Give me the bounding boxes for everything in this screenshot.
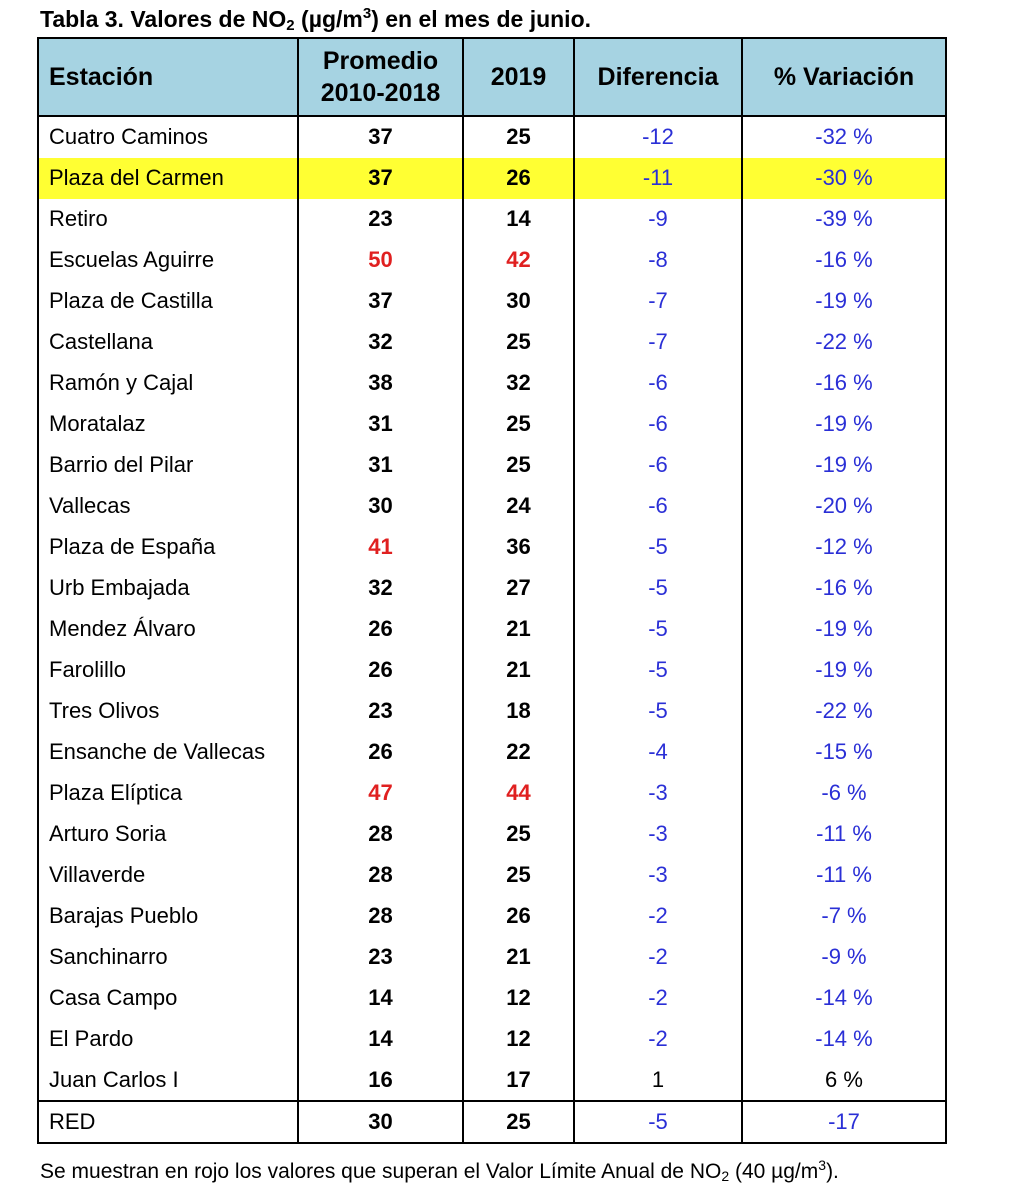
table-title: Tabla 3. Valores de $NO_2$ $(\mu g/m^3)$ en el mes de junio.: [40, 5, 592, 34]
value-2019: 25: [463, 322, 574, 363]
station-name: Plaza de Castilla: [38, 281, 298, 322]
table-row: [38, 813, 946, 854]
header-average: Promedio 2010-2018: [298, 38, 463, 116]
table-row: [38, 527, 946, 568]
station-name: Castellana: [38, 322, 298, 363]
average-value: 23: [298, 936, 463, 977]
value-2019: 42: [463, 240, 574, 281]
variation-value: -6 %: [742, 773, 946, 814]
station-name: Escuelas Aguirre: [38, 240, 298, 281]
difference-value: -5: [574, 1101, 742, 1143]
station-name: El Pardo: [38, 1018, 298, 1059]
table-row: [38, 773, 946, 814]
station-name: Ensanche de Vallecas: [38, 732, 298, 773]
value-2019: 12: [463, 977, 574, 1018]
variation-value: -19 %: [742, 404, 946, 445]
difference-value: -5: [574, 650, 742, 691]
value-2019: 32: [463, 363, 574, 404]
average-value: 31: [298, 445, 463, 486]
value-2019: 25: [463, 813, 574, 854]
station-name: Plaza Elíptica: [38, 773, 298, 814]
station-name: Cuatro Caminos: [38, 116, 298, 158]
average-value: 28: [298, 895, 463, 936]
difference-value: -6: [574, 445, 742, 486]
table-row: [38, 895, 946, 936]
table-row: [38, 445, 946, 486]
value-2019: 25: [463, 1101, 574, 1143]
value-2019: 36: [463, 527, 574, 568]
average-value: 37: [298, 158, 463, 199]
value-2019: 22: [463, 732, 574, 773]
table-row: [38, 977, 946, 1018]
station-name: Mendez Álvaro: [38, 609, 298, 650]
station-name: Farolillo: [38, 650, 298, 691]
difference-value: -7: [574, 322, 742, 363]
table-row: [38, 1059, 946, 1101]
variation-value: -11 %: [742, 813, 946, 854]
difference-value: -2: [574, 895, 742, 936]
table-row: [38, 568, 946, 609]
difference-value: -8: [574, 240, 742, 281]
difference-value: -6: [574, 486, 742, 527]
station-name: Plaza del Carmen: [38, 158, 298, 199]
average-value: 30: [298, 486, 463, 527]
table-row: [38, 363, 946, 404]
value-2019: 12: [463, 1018, 574, 1059]
variation-value: -14 %: [742, 977, 946, 1018]
station-name: Sanchinarro: [38, 936, 298, 977]
value-2019: 26: [463, 158, 574, 199]
table-row: [38, 936, 946, 977]
header-2019: 2019: [463, 38, 574, 116]
value-2019: 25: [463, 854, 574, 895]
average-value: 28: [298, 813, 463, 854]
average-value: 38: [298, 363, 463, 404]
average-value: 26: [298, 609, 463, 650]
table-row: [38, 322, 946, 363]
difference-value: -5: [574, 609, 742, 650]
table-row: [38, 404, 946, 445]
average-value: 30: [298, 1101, 463, 1143]
variation-value: -9 %: [742, 936, 946, 977]
difference-value: -9: [574, 199, 742, 240]
table-row: [38, 199, 946, 240]
variation-value: 6 %: [742, 1059, 946, 1101]
station-name: Barajas Pueblo: [38, 895, 298, 936]
value-2019: 25: [463, 404, 574, 445]
average-value: 23: [298, 691, 463, 732]
table-row: [38, 609, 946, 650]
value-2019: 14: [463, 199, 574, 240]
value-2019: 26: [463, 895, 574, 936]
station-name: Tres Olivos: [38, 691, 298, 732]
header-row: [38, 38, 946, 116]
table-row: [38, 691, 946, 732]
variation-value: -16 %: [742, 363, 946, 404]
value-2019: 25: [463, 116, 574, 158]
variation-value: -20 %: [742, 486, 946, 527]
average-value: 31: [298, 404, 463, 445]
difference-value: -11: [574, 158, 742, 199]
variation-value: -32 %: [742, 116, 946, 158]
average-value: 26: [298, 732, 463, 773]
difference-value: -5: [574, 527, 742, 568]
station-name: Retiro: [38, 199, 298, 240]
no2-values-table: [37, 37, 947, 1144]
table-row: [38, 281, 946, 322]
difference-value: -5: [574, 568, 742, 609]
value-2019: 21: [463, 609, 574, 650]
value-2019: 44: [463, 773, 574, 814]
difference-value: -2: [574, 936, 742, 977]
variation-value: -17: [742, 1101, 946, 1143]
variation-value: -30 %: [742, 158, 946, 199]
variation-value: -12 %: [742, 527, 946, 568]
average-value: 32: [298, 568, 463, 609]
station-name: Juan Carlos I: [38, 1059, 298, 1101]
station-name: Plaza de España: [38, 527, 298, 568]
variation-value: -16 %: [742, 240, 946, 281]
header-difference: Diferencia: [574, 38, 742, 116]
value-2019: 24: [463, 486, 574, 527]
difference-value: -7: [574, 281, 742, 322]
value-2019: 27: [463, 568, 574, 609]
difference-value: 1: [574, 1059, 742, 1101]
value-2019: 21: [463, 936, 574, 977]
header-station: Estación: [38, 38, 298, 116]
average-value: 41: [298, 527, 463, 568]
variation-value: -19 %: [742, 650, 946, 691]
difference-value: -3: [574, 813, 742, 854]
table-row: [38, 486, 946, 527]
average-value: 37: [298, 281, 463, 322]
station-name: Casa Campo: [38, 977, 298, 1018]
average-value: 28: [298, 854, 463, 895]
average-value: 14: [298, 1018, 463, 1059]
difference-value: -12: [574, 116, 742, 158]
table-row: [38, 116, 946, 158]
value-2019: 18: [463, 691, 574, 732]
average-value: 16: [298, 1059, 463, 1101]
variation-value: -7 %: [742, 895, 946, 936]
variation-value: -22 %: [742, 322, 946, 363]
station-name: Urb Embajada: [38, 568, 298, 609]
variation-value: -19 %: [742, 445, 946, 486]
station-name: RED: [38, 1101, 298, 1143]
average-value: 14: [298, 977, 463, 1018]
variation-value: -11 %: [742, 854, 946, 895]
average-value: 23: [298, 199, 463, 240]
difference-value: -2: [574, 977, 742, 1018]
station-name: Moratalaz: [38, 404, 298, 445]
difference-value: -2: [574, 1018, 742, 1059]
variation-value: -19 %: [742, 281, 946, 322]
variation-value: -16 %: [742, 568, 946, 609]
header-variation: % Variación: [742, 38, 946, 116]
value-2019: 30: [463, 281, 574, 322]
average-value: 37: [298, 116, 463, 158]
value-2019: 25: [463, 445, 574, 486]
value-2019: 21: [463, 650, 574, 691]
footnote: Se muestran en rojo los valores que superan el Valor Límite Anual de $NO_2$ (40 $\mu g/m^3$).: [40, 1157, 839, 1184]
variation-value: -39 %: [742, 199, 946, 240]
average-value: 26: [298, 650, 463, 691]
total-row: [38, 1101, 946, 1143]
difference-value: -3: [574, 773, 742, 814]
table-row: [38, 158, 946, 199]
table-row: [38, 240, 946, 281]
difference-value: -5: [574, 691, 742, 732]
value-2019: 17: [463, 1059, 574, 1101]
station-name: Vallecas: [38, 486, 298, 527]
variation-value: -19 %: [742, 609, 946, 650]
average-value: 32: [298, 322, 463, 363]
table-row: [38, 1018, 946, 1059]
station-name: Ramón y Cajal: [38, 363, 298, 404]
station-name: Villaverde: [38, 854, 298, 895]
average-value: 47: [298, 773, 463, 814]
average-value: 50: [298, 240, 463, 281]
table-row: [38, 650, 946, 691]
table-row: [38, 732, 946, 773]
difference-value: -6: [574, 404, 742, 445]
table-row: [38, 854, 946, 895]
station-name: Barrio del Pilar: [38, 445, 298, 486]
variation-value: -14 %: [742, 1018, 946, 1059]
variation-value: -22 %: [742, 691, 946, 732]
station-name: Arturo Soria: [38, 813, 298, 854]
difference-value: -3: [574, 854, 742, 895]
difference-value: -6: [574, 363, 742, 404]
difference-value: -4: [574, 732, 742, 773]
variation-value: -15 %: [742, 732, 946, 773]
